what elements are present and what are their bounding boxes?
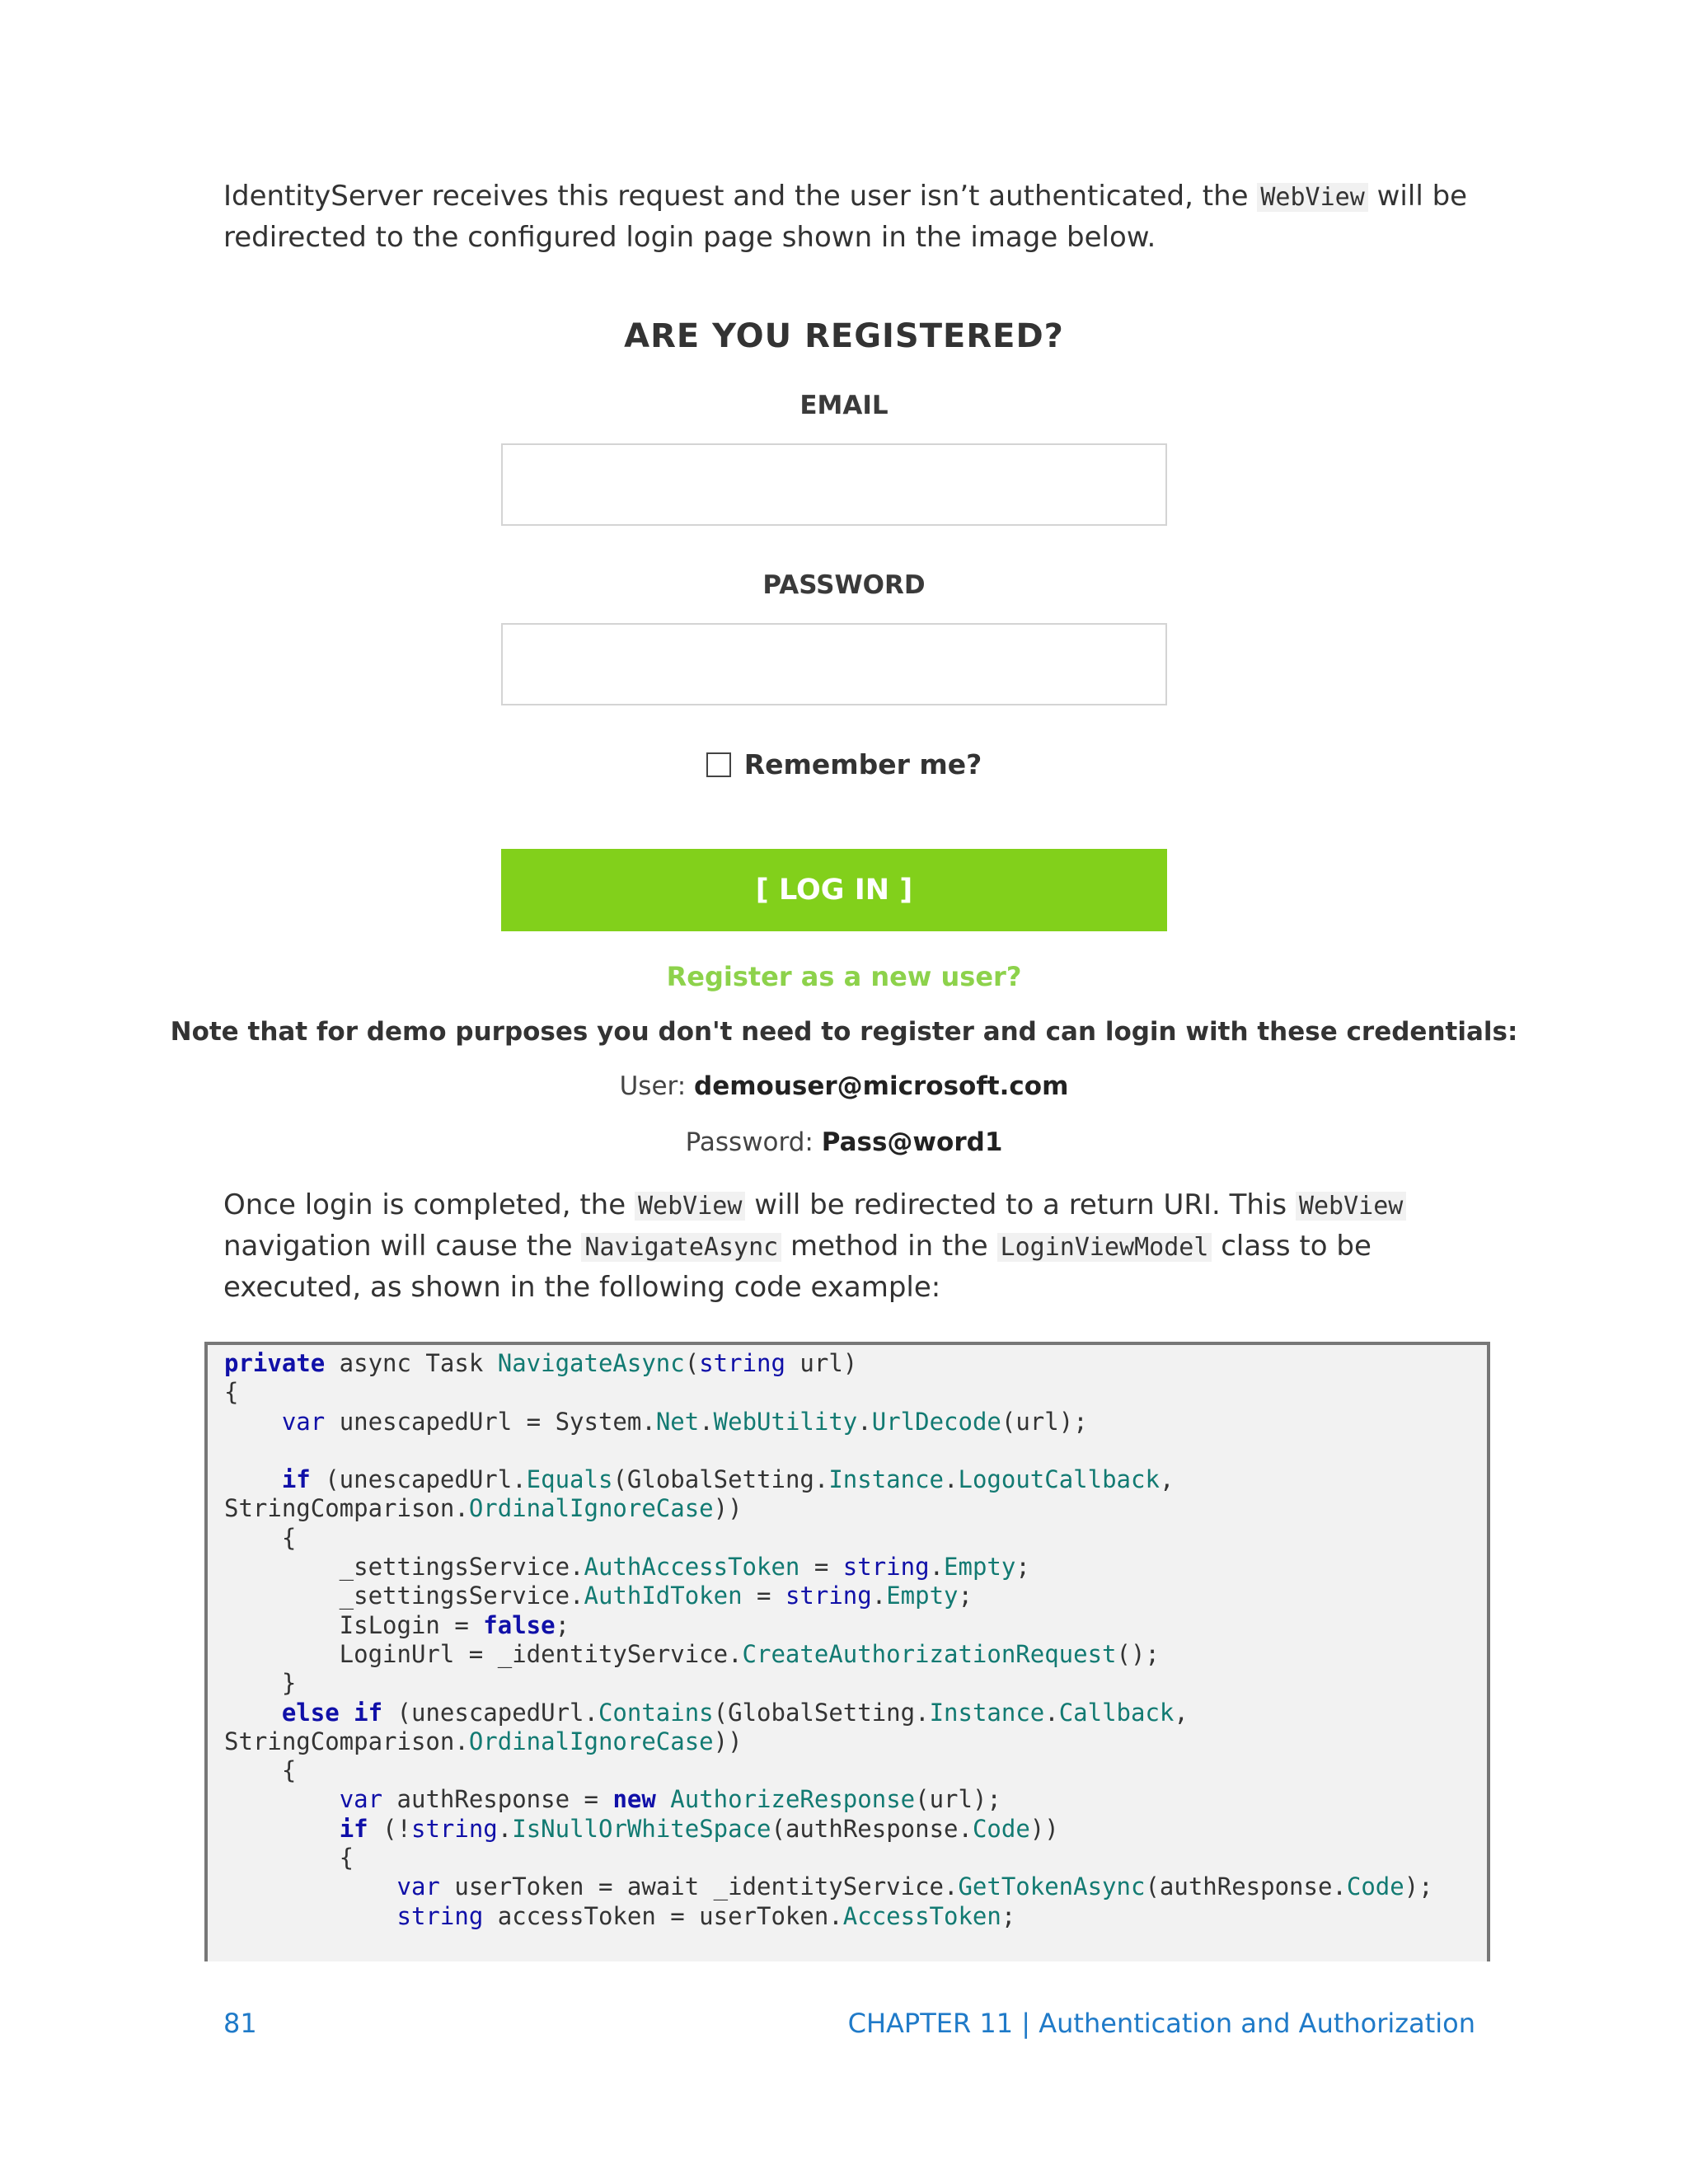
demo-password-credential (0, 1127, 1688, 1157)
code-line: _settingsService.AuthIdToken = string.Empty; (224, 1582, 973, 1610)
code-line: StringComparison.OrdinalIgnoreCase)) (224, 1494, 743, 1523)
user-label: User: (619, 1071, 687, 1101)
intro-text: IdentityServer receives this request and the user isn’t authenticated, the (223, 180, 1258, 213)
chapter-label: CHAPTER 11 (847, 2008, 1014, 2039)
login-button[interactable]: [ LOG IN ] (501, 849, 1167, 931)
code-line: else if (unescapedUrl.Contains(GlobalSetting.Instance.Callback, (281, 1698, 1189, 1727)
code-line: var userToken = await _identityService.GetTokenAsync(authResponse.Code); (396, 1872, 1433, 1901)
login-title: ARE YOU REGISTERED? (624, 317, 1064, 355)
code-line: private async Task NavigateAsync(string url) (224, 1349, 858, 1377)
remember-me-label: Remember me? (743, 748, 982, 780)
code-line: LoginUrl = _identityService.CreateAuthorizationRequest(); (224, 1639, 1160, 1668)
code-line: { (224, 1844, 354, 1872)
code-line: if (unescapedUrl.Equals(GlobalSetting.Instance.LogoutCallback, (281, 1465, 1175, 1494)
inline-code-webview: WebView (1257, 183, 1367, 212)
email-label: EMAIL (799, 391, 889, 420)
intro-text: will be redirected to the configured login page shown in the image below. (223, 180, 1468, 254)
demo-note: Note that for demo purposes you don't need to register and can login with these credentials: (170, 1017, 1518, 1047)
remember-me[interactable] (0, 748, 1688, 780)
code-line: IsLogin = false; (224, 1610, 570, 1639)
password-label: PASSWORD (762, 570, 926, 600)
inline-code-webview: WebView (1296, 1192, 1406, 1221)
code-line: { (224, 1378, 239, 1407)
code-line: var unescapedUrl = System.Net.WebUtility.UrlDecode(url); (281, 1407, 1088, 1436)
paragraph-text: will be redirected to a return URI. This (745, 1188, 1296, 1221)
code-line: var authResponse = new AuthorizeResponse(url); (339, 1785, 1001, 1814)
paragraph-text: Once login is completed, the (223, 1188, 635, 1221)
register-link[interactable]: Register as a new user? (666, 961, 1022, 992)
chapter-separator: | (1013, 2008, 1039, 2039)
code-line: _settingsService.AuthAccessToken = string.Empty; (224, 1553, 1030, 1582)
code-line (224, 1436, 1487, 1465)
user-value: demouser@microsoft.com (694, 1071, 1069, 1101)
email-field[interactable] (501, 443, 1167, 526)
inline-code-webview: WebView (635, 1192, 745, 1221)
password-cred-label: Password: (685, 1127, 814, 1157)
remember-me-checkbox[interactable] (706, 752, 731, 777)
code-line: { (224, 1523, 297, 1552)
paragraph-text: navigation will cause the (223, 1230, 582, 1263)
password-field[interactable] (501, 623, 1167, 705)
page-number: 81 (223, 2008, 257, 2039)
chapter-title: Authentication and Authorization (1039, 2008, 1475, 2039)
code-line: StringComparison.OrdinalIgnoreCase)) (224, 1727, 743, 1755)
password-cred-value: Pass@word1 (821, 1127, 1003, 1157)
code-line: string accessToken = userToken.AccessToken; (396, 1901, 1016, 1930)
chapter-heading (848, 2008, 1475, 2039)
inline-code-loginviewmodel: LoginViewModel (997, 1233, 1212, 1262)
intro-paragraph (223, 176, 1476, 257)
inline-code-navigateasync: NavigateAsync (581, 1233, 781, 1262)
paragraph-text: class to be executed, as shown in the following code example: (223, 1230, 1372, 1304)
code-block (204, 1342, 1490, 1961)
code-line: if (!string.IsNullOrWhiteSpace(authResponse.Code)) (339, 1814, 1059, 1843)
demo-user-credential (0, 1071, 1688, 1101)
code-line: } (224, 1669, 297, 1698)
paragraph-text: method in the (781, 1230, 997, 1263)
after-login-paragraph (223, 1185, 1476, 1307)
code-line: { (224, 1756, 297, 1785)
